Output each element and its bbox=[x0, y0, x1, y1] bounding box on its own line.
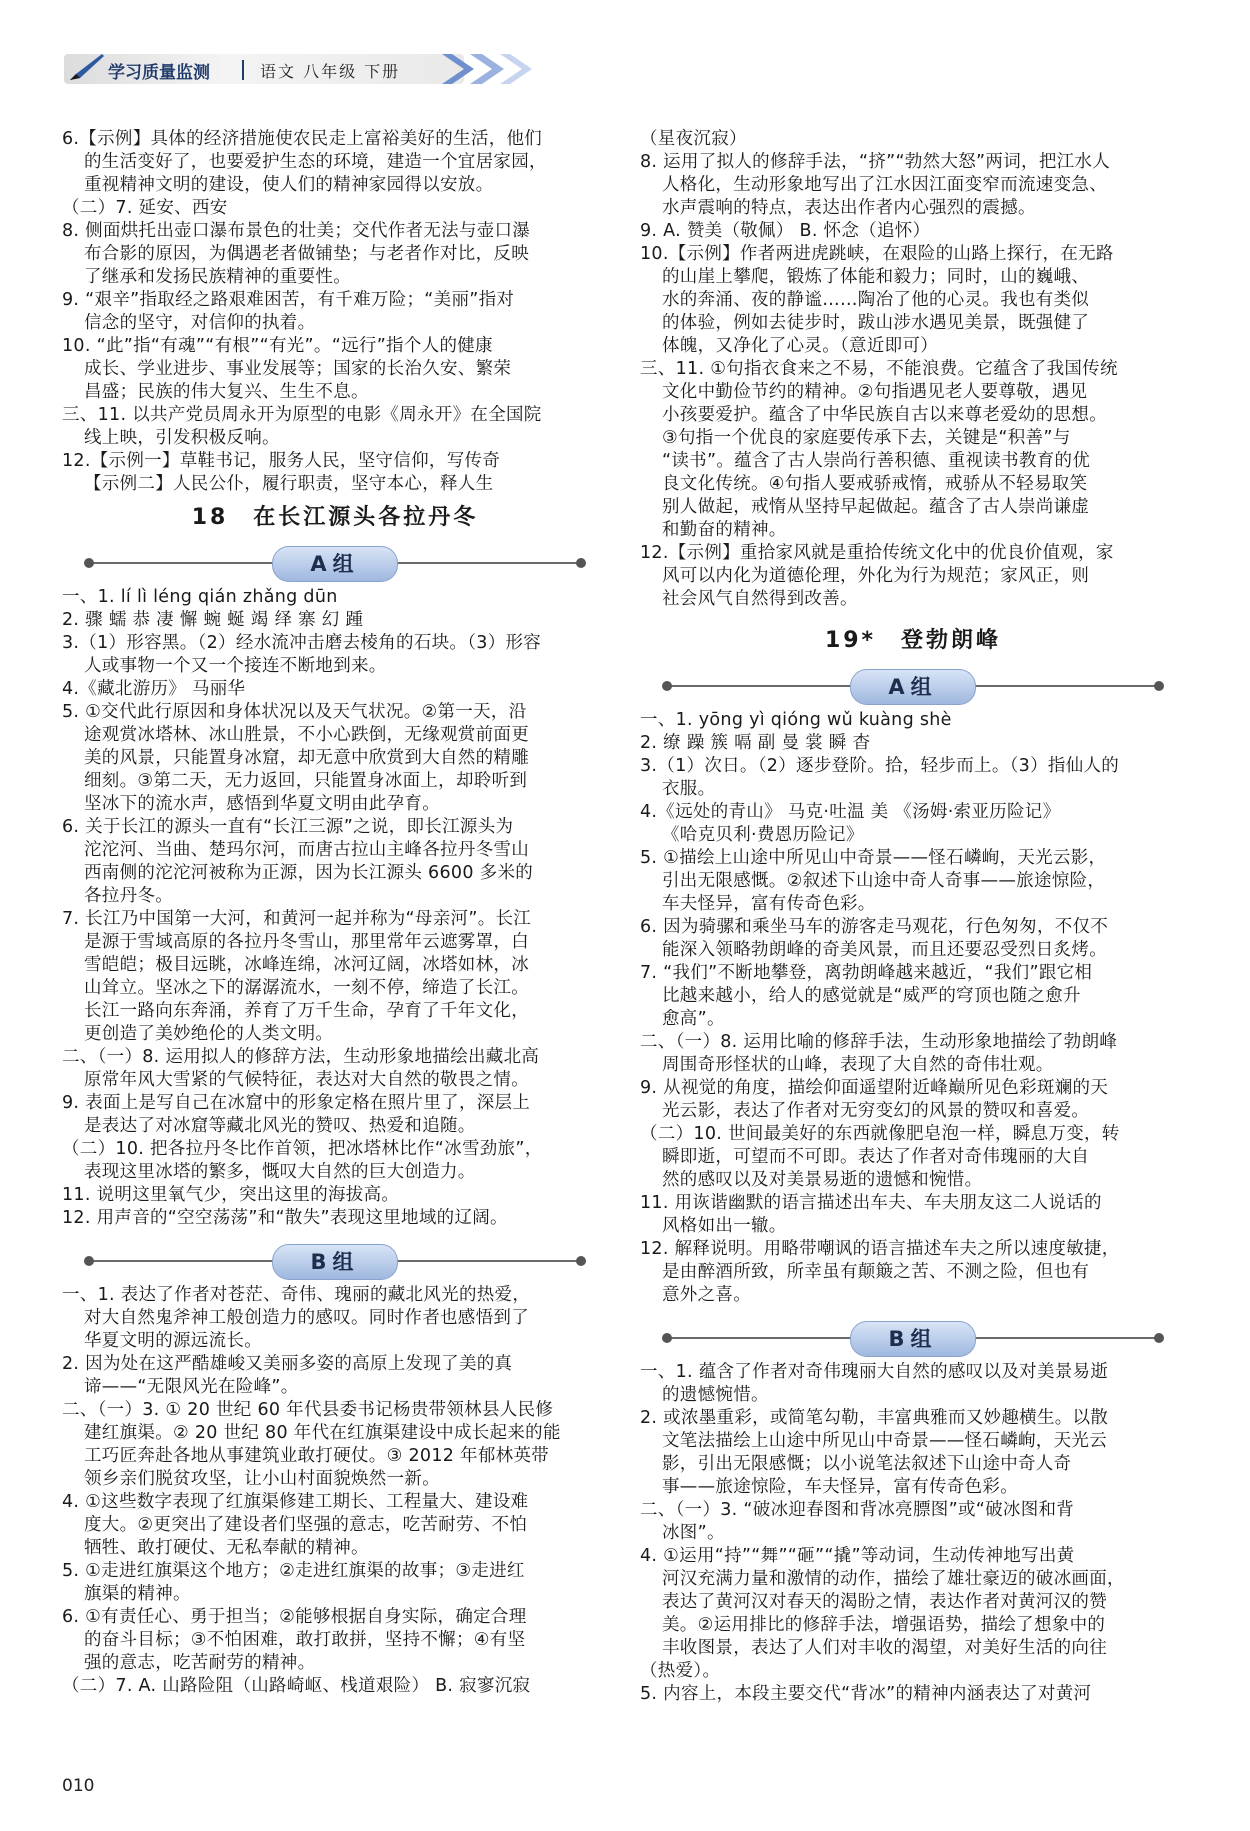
answer-line: 信念的坚守，对信仰的执着。 bbox=[84, 313, 316, 333]
answer-line: 领乡亲们脱贫攻坚，让小山村面貌焕然一新。 bbox=[84, 1469, 440, 1489]
answer-line: 12.【示例】重拾家风就是重拾传统文化中的优良价值观，家 bbox=[640, 543, 1114, 563]
answer-line: 12. 解释说明。用略带嘲讽的语言描述车夫之所以速度敏捷， bbox=[640, 1239, 1120, 1259]
answer-line: 成长、学业进步、事业发展等；国家的长治久安、繁荣 bbox=[84, 359, 512, 379]
answer-line: 5. ①走进红旗渠这个地方；②走进红旗渠的故事；③走进红 bbox=[62, 1561, 525, 1581]
left-answers-18a bbox=[62, 586, 608, 1230]
answer-line: 丰收图景，表达了人们对丰收的渴望，对美好生活的向往 bbox=[662, 1638, 1107, 1658]
answer-line: 一、1. yōng yì qióng wǔ kuàng shè bbox=[640, 710, 952, 730]
answer-line: 《哈克贝利·费恩历险记》 bbox=[662, 825, 864, 845]
answer-line: 重视精神文明的建设，使人们的精神家园得以安放。 bbox=[84, 175, 494, 195]
lesson-19-title: 19* 登勃朗峰 bbox=[824, 628, 1002, 653]
answer-line: 3.（1）形容黑。（2）经水流冲击磨去棱角的石块。（3）形容 bbox=[62, 633, 542, 653]
answer-line: 昌盛；民族的伟大复兴、生生不息。 bbox=[84, 382, 369, 402]
left-column bbox=[62, 128, 608, 1698]
answer-line: 二、（一）3. “破冰迎春图和背冰亮膘图”或“破冰图和背 bbox=[640, 1500, 1075, 1520]
answer-line: 更创造了美妙绝伦的人类文明。 bbox=[84, 1024, 334, 1044]
answer-line: 然的感叹以及对美景易逝的遗憾和惋惜。 bbox=[662, 1170, 983, 1190]
answer-line: 车夫怪异，富有传奇色彩。 bbox=[662, 894, 876, 914]
answer-line: 7. “我们”不断地攀登，离勃朗峰越来越近，“我们”跟它相 bbox=[640, 963, 1093, 983]
pencil-icon bbox=[68, 52, 106, 82]
answer-line: “读书”。蕴含了古人崇尚行善积德、重视读书教育的优 bbox=[662, 451, 1091, 471]
answer-line: 原常年风大雪紧的气候特征，表达对大自然的敬畏之情。 bbox=[84, 1070, 529, 1090]
answer-line: 线上映，引发积极反响。 bbox=[84, 428, 280, 448]
answer-line: 风可以内化为道德伦理，外化为行为规范；家风正，则 bbox=[662, 566, 1090, 586]
answer-line: 是表达了对冰窟等藏北风光的赞叹、热爱和追随。 bbox=[84, 1116, 476, 1136]
answer-line: 水声震响的特点，表达出作者内心强烈的震撼。 bbox=[662, 198, 1036, 218]
answer-line: 体魄，又净化了心灵。（意近即可） bbox=[662, 336, 939, 356]
answer-line: 华夏文明的源远流长。 bbox=[84, 1331, 262, 1351]
answer-line: 布合影的原因，为偶遇老者做铺垫；与老者作对比，反映 bbox=[84, 244, 529, 264]
answer-line: （二）10. 把各拉丹冬比作首领，把冰塔林比作“冰雪劲旅”， bbox=[62, 1139, 543, 1159]
answer-line: 文笔法描绘上山途中所见山中奇景——怪石嶙峋，天光云 bbox=[662, 1431, 1107, 1451]
answer-line: 事——旅途惊险，车夫怪异，富有传奇色彩。 bbox=[662, 1477, 1018, 1497]
answer-line: 能深入领略勃朗峰的奇美风景，而且还要忍受烈日炙烤。 bbox=[662, 940, 1107, 960]
answer-line: 二、（一）3. ① 20 世纪 60 年代县委书记杨贵带领林县人民修 bbox=[62, 1400, 554, 1420]
answer-line: 工巧匠奔赴各地从事建筑业敢打硬仗。③ 2012 年郁林英带 bbox=[84, 1446, 550, 1466]
answer-line: 和勤奋的精神。 bbox=[662, 520, 787, 540]
header-divider bbox=[242, 60, 244, 80]
answer-line: 沱沱河、当曲、楚玛尔河，而唐古拉山主峰各拉丹冬雪山 bbox=[84, 840, 529, 860]
answer-line: 意外之喜。 bbox=[662, 1285, 751, 1305]
answer-line: 河汉充满力量和激情的动作，描绘了雄壮豪迈的破冰画面， bbox=[662, 1569, 1125, 1589]
answer-line: 西南侧的沱沱河被称为正源，因为长江源头 6600 多米的 bbox=[84, 863, 534, 883]
lesson-18-title: 18 在长江源头各拉丹冬 bbox=[191, 505, 479, 530]
answer-line: 5. ①描绘上山途中所见山中奇景——怪石嶙峋，天光云影， bbox=[640, 848, 1107, 868]
answer-line: 人或事物一个又一个接连不断地到来。 bbox=[84, 656, 387, 676]
answer-line: 二、（一）8. 运用比喻的修辞手法，生动形象地描绘了勃朗峰 bbox=[640, 1032, 1118, 1052]
answer-line: 的遗憾惋惜。 bbox=[662, 1385, 769, 1405]
answer-line: 5. 内容上，本段主要交代“背冰”的精神内涵表达了对黄河 bbox=[640, 1684, 1092, 1704]
answer-line: 美。②运用排比的修辞手法，增强语势，描绘了想象中的 bbox=[662, 1615, 1106, 1635]
answer-line: 的体验，例如去徒步时，跋山涉水遇见美景，既强健了 bbox=[662, 313, 1090, 333]
answer-line: 6. 关于长江的源头一直有“长江三源”之说，即长江源头为 bbox=[62, 817, 514, 837]
answer-line: 表现这里冰塔的繁多，慨叹大自然的巨大创造力。 bbox=[84, 1162, 476, 1182]
left-answers-18b bbox=[62, 1284, 608, 1698]
answer-line: 一、1. 蕴含了作者对奇伟瑰丽大自然的感叹以及对美景易逝 bbox=[640, 1362, 1109, 1382]
answer-line: 水的奔涌、夜的静谧……陶冶了他的心灵。我也有类似 bbox=[662, 290, 1090, 310]
group-a-divider-left bbox=[62, 540, 608, 586]
answer-line: 比越来越小，给人的感觉就是“威严的穹顶也随之愈升 bbox=[662, 986, 1081, 1006]
answer-line: （二）7. A. 山路险阻（山路崎岖、栈道艰险） B. 寂寥沉寂 bbox=[62, 1676, 531, 1696]
left-answers-17 bbox=[62, 128, 608, 496]
answer-line: 9. 从视觉的角度，描绘仰面遥望附近峰巅所见色彩斑斓的天 bbox=[640, 1078, 1109, 1098]
answer-line: 的山崖上攀爬，锻炼了体能和毅力；同时，山的巍峨、 bbox=[662, 267, 1090, 287]
answer-line: 2. 或浓墨重彩，或简笔勾勒，丰富典雅而又妙趣横生。以散 bbox=[640, 1408, 1109, 1428]
answer-line: 6. ①有责任心、勇于担当；②能够根据自身实际，确定合理 bbox=[62, 1607, 527, 1627]
answer-line: 细刻。③第二天，无力返回，只能置身冰面上，却聆听到 bbox=[84, 771, 528, 791]
answer-line: 10.【示例】作者两进虎跳峡，在艰险的山路上探行，在无路 bbox=[640, 244, 1114, 264]
answer-line: 2. 因为处在这严酷雄峻又美丽多姿的高原上发现了美的真 bbox=[62, 1354, 513, 1374]
answer-line: 2. 缭 躁 簇 嗝 副 曼 裳 瞬 杳 bbox=[640, 733, 871, 753]
answer-line: 8. 侧面烘托出壶口瀑布景色的壮美；交代作者无法与壶口瀑 bbox=[62, 221, 531, 241]
answer-line: 牺牲、敢打硬仗、无私奉献的精神。 bbox=[84, 1538, 369, 1558]
answer-line: 引出无限感慨。②叙述下山途中奇人奇事——旅途惊险， bbox=[662, 871, 1106, 891]
page-header bbox=[64, 46, 534, 92]
answer-line: 一、1. 表达了作者对苍茫、奇伟、瑰丽的藏北风光的热爱， bbox=[62, 1285, 531, 1305]
group-a-badge: A组 bbox=[850, 669, 976, 705]
answer-line: 一、1. lí lì léng qián zhǎng dūn bbox=[62, 587, 338, 607]
answer-line: 5. ①交代此行原因和身体状况以及天气状况。②第一天，沿 bbox=[62, 702, 527, 722]
answer-line: 三、11. ①句指衣食来之不易，不能浪费。它蕴含了我国传统 bbox=[640, 359, 1118, 379]
answer-line: 4. ①这些数字表现了红旗渠修建工期长、工程量大、建设难 bbox=[62, 1492, 529, 1512]
answer-line: 雪皑皑；极目远眺，冰峰连绵，冰河辽阔，冰塔如林，冰 bbox=[84, 955, 529, 975]
answer-line: 光云影，表达了作者对无穷变幻的风景的赞叹和喜爱。 bbox=[662, 1101, 1090, 1121]
answer-line: 冰图”。 bbox=[662, 1523, 725, 1543]
answer-line: 10. “此”指“有魂”“有根”“有光”。“远行”指个人的健康 bbox=[62, 336, 493, 356]
answer-line: 8. 运用了拟人的修辞手法，“挤”“勃然大怒”两词，把江水人 bbox=[640, 152, 1111, 172]
answer-line: 衣服。 bbox=[662, 779, 716, 799]
answer-line: 2. 骤 蠕 恭 凄 懈 蜿 蜒 竭 绎 寨 幻 踵 bbox=[62, 610, 364, 630]
answer-line: 12.【示例一】草鞋书记，服务人民，坚守信仰，写传奇 bbox=[62, 451, 501, 471]
answer-line: 别人做起，戒惰从坚持早起做起。蕴含了古人崇尚谦虚 bbox=[662, 497, 1090, 517]
answer-line: 是源于雪域高原的各拉丹冬雪山，那里常年云遮雾罩，白 bbox=[84, 932, 529, 952]
answer-line: 瞬即逝，可望而不可即。表达了作者对奇伟瑰丽的大自 bbox=[662, 1147, 1090, 1167]
answer-line: 愈高”。 bbox=[662, 1009, 725, 1029]
answer-line: 9. 表面上是写自己在冰窟中的形象定格在照片里了，深层上 bbox=[62, 1093, 531, 1113]
answer-line: 6. 因为骑骡和乘坐马车的游客走马观花，行色匆匆，不仅不 bbox=[640, 917, 1109, 937]
answer-line: 3.（1）次日。（2）逐步登阶。拾，轻步而上。（3）指仙人的 bbox=[640, 756, 1120, 776]
answer-line: 良文化传统。④句指人要戒骄戒惰，戒骄从不轻易取笑 bbox=[662, 474, 1088, 494]
group-b-badge: B组 bbox=[850, 1321, 976, 1357]
answer-line: 表达了黄河汉对春天的渴盼之情，表达作者对黄河汉的赞 bbox=[662, 1592, 1107, 1612]
right-answers-19b bbox=[640, 1361, 1186, 1706]
group-b-divider-left bbox=[62, 1238, 608, 1284]
group-a-divider-right bbox=[640, 663, 1186, 709]
answer-line: 4. ①运用“持”“舞”“砸”“撬”等动词，生动传神地写出黄 bbox=[640, 1546, 1075, 1566]
answer-line: 度大。②更突出了建设者们坚强的意志，吃苦耐劳、不怕 bbox=[84, 1515, 528, 1535]
group-b-badge: B组 bbox=[272, 1244, 398, 1280]
answer-line: 建红旗渠。② 20 世纪 80 年代在红旗渠建设中成长起来的能 bbox=[84, 1423, 561, 1443]
answer-line: （二）7. 延安、西安 bbox=[62, 198, 228, 218]
answer-line: 的生活变好了，也要爱护生态的环境，建造一个宜居家园， bbox=[84, 152, 547, 172]
answer-line: 了继承和发扬民族精神的重要性。 bbox=[84, 267, 351, 287]
group-b-divider-right bbox=[640, 1315, 1186, 1361]
answer-line: ③句指一个优良的家庭要传承下去，关键是“积善”与 bbox=[662, 428, 1071, 448]
answer-line: 4.《藏北游历》 马丽华 bbox=[62, 679, 246, 699]
answer-line: 各拉丹冬。 bbox=[84, 886, 173, 906]
page-number: 010 bbox=[62, 1776, 95, 1796]
answer-line: 小孩要爱护。蕴含了中华民族自古以来尊老爱幼的思想。 bbox=[662, 405, 1107, 425]
header-subject: 语文 八年级 下册 bbox=[260, 62, 401, 81]
answer-line: 长江一路向东奔涌，养育了万千生命，孕育了千年文化， bbox=[84, 1001, 529, 1021]
answer-line: 人格化，生动形象地写出了江水因江面变窄而流速变急、 bbox=[662, 175, 1107, 195]
answer-line: 美的风景，只能置身冰窟，却无意中欣赏到大自然的精雕 bbox=[84, 748, 529, 768]
answer-line: 强的意志，吃苦耐劳的精神。 bbox=[84, 1653, 316, 1673]
answer-line: 风格如出一辙。 bbox=[662, 1216, 787, 1236]
answer-line: 坚冰下的流水声，感悟到华夏文明由此孕育。 bbox=[84, 794, 440, 814]
answer-line: 7. 长江乃中国第一大河，和黄河一起并称为“母亲河”。长江 bbox=[62, 909, 532, 929]
answer-line: （热爱）。 bbox=[640, 1661, 721, 1681]
answer-line: 二、（一）8. 运用拟人的修辞方法，生动形象地描绘出藏北高 bbox=[62, 1047, 540, 1067]
answer-line: 4.《远处的青山》 马克·吐温 美 《汤姆·索亚历险记》 bbox=[640, 802, 1061, 822]
answer-line: （星夜沉寂） bbox=[640, 129, 747, 149]
answer-line: 9. “艰辛”指取经之路艰难困苦，有千难万险；“美丽”指对 bbox=[62, 290, 515, 310]
answer-line: 影，引出无限感慨；以小说笔法叙述下山途中奇人奇 bbox=[662, 1454, 1072, 1474]
answer-line: 【示例二】人民公仆，履行职责，坚守本心，释人生 bbox=[84, 474, 494, 494]
answer-line: 的奋斗目标；③不怕困难，敢打敢拼，坚持不懈；④有坚 bbox=[84, 1630, 526, 1650]
answer-line: 山耸立。坚冰之下的潺潺流水，一刻不停，缔造了长江。 bbox=[84, 978, 529, 998]
answer-line: （二）10. 世间最美好的东西就像肥皂泡一样，瞬息万变，转 bbox=[640, 1124, 1120, 1144]
right-answers-19a bbox=[640, 709, 1186, 1307]
answer-line: 12. 用声音的“空空荡荡”和“散失”表现这里地域的辽阔。 bbox=[62, 1208, 508, 1228]
right-column bbox=[640, 128, 1186, 1706]
right-answers-18b-cont bbox=[640, 128, 1186, 611]
answer-line: 周围奇形怪状的山峰，表现了大自然的奇伟壮观。 bbox=[662, 1055, 1054, 1075]
answer-line: 11. 用诙谐幽默的语言描述出车夫、车夫朋友这二人说话的 bbox=[640, 1193, 1102, 1213]
answer-line: 途观赏冰塔林、冰山胜景，不小心跌倒，无缘观赏前面更 bbox=[84, 725, 529, 745]
group-a-badge: A组 bbox=[272, 546, 398, 582]
answer-line: 是由醉酒所致，所幸虽有颠簸之苦、不测之险，但也有 bbox=[662, 1262, 1090, 1282]
answer-line: 社会风气自然得到改善。 bbox=[662, 589, 858, 609]
answer-line: 三、11. 以共产党员周永开为原型的电影《周永开》在全国院 bbox=[62, 405, 542, 425]
answer-line: 旗渠的精神。 bbox=[84, 1584, 191, 1604]
answer-line: 文化中勤俭节约的精神。②句指遇见老人要尊敬，遇见 bbox=[662, 382, 1088, 402]
answer-line: 谛——“无限风光在险峰”。 bbox=[84, 1377, 299, 1397]
header-brand: 学习质量监测 bbox=[108, 63, 210, 83]
chevron-arrows-icon bbox=[442, 50, 562, 88]
answer-line: 11. 说明这里氧气少，突出这里的海拔高。 bbox=[62, 1185, 400, 1205]
answer-line: 9. A. 赞美（敬佩） B. 怀念（追怀） bbox=[640, 221, 931, 241]
answer-line: 6.【示例】具体的经济措施使农民走上富裕美好的生活，他们 bbox=[62, 129, 543, 149]
answer-line: 对大自然鬼斧神工般创造力的感叹。同时作者也感悟到了 bbox=[84, 1308, 529, 1328]
